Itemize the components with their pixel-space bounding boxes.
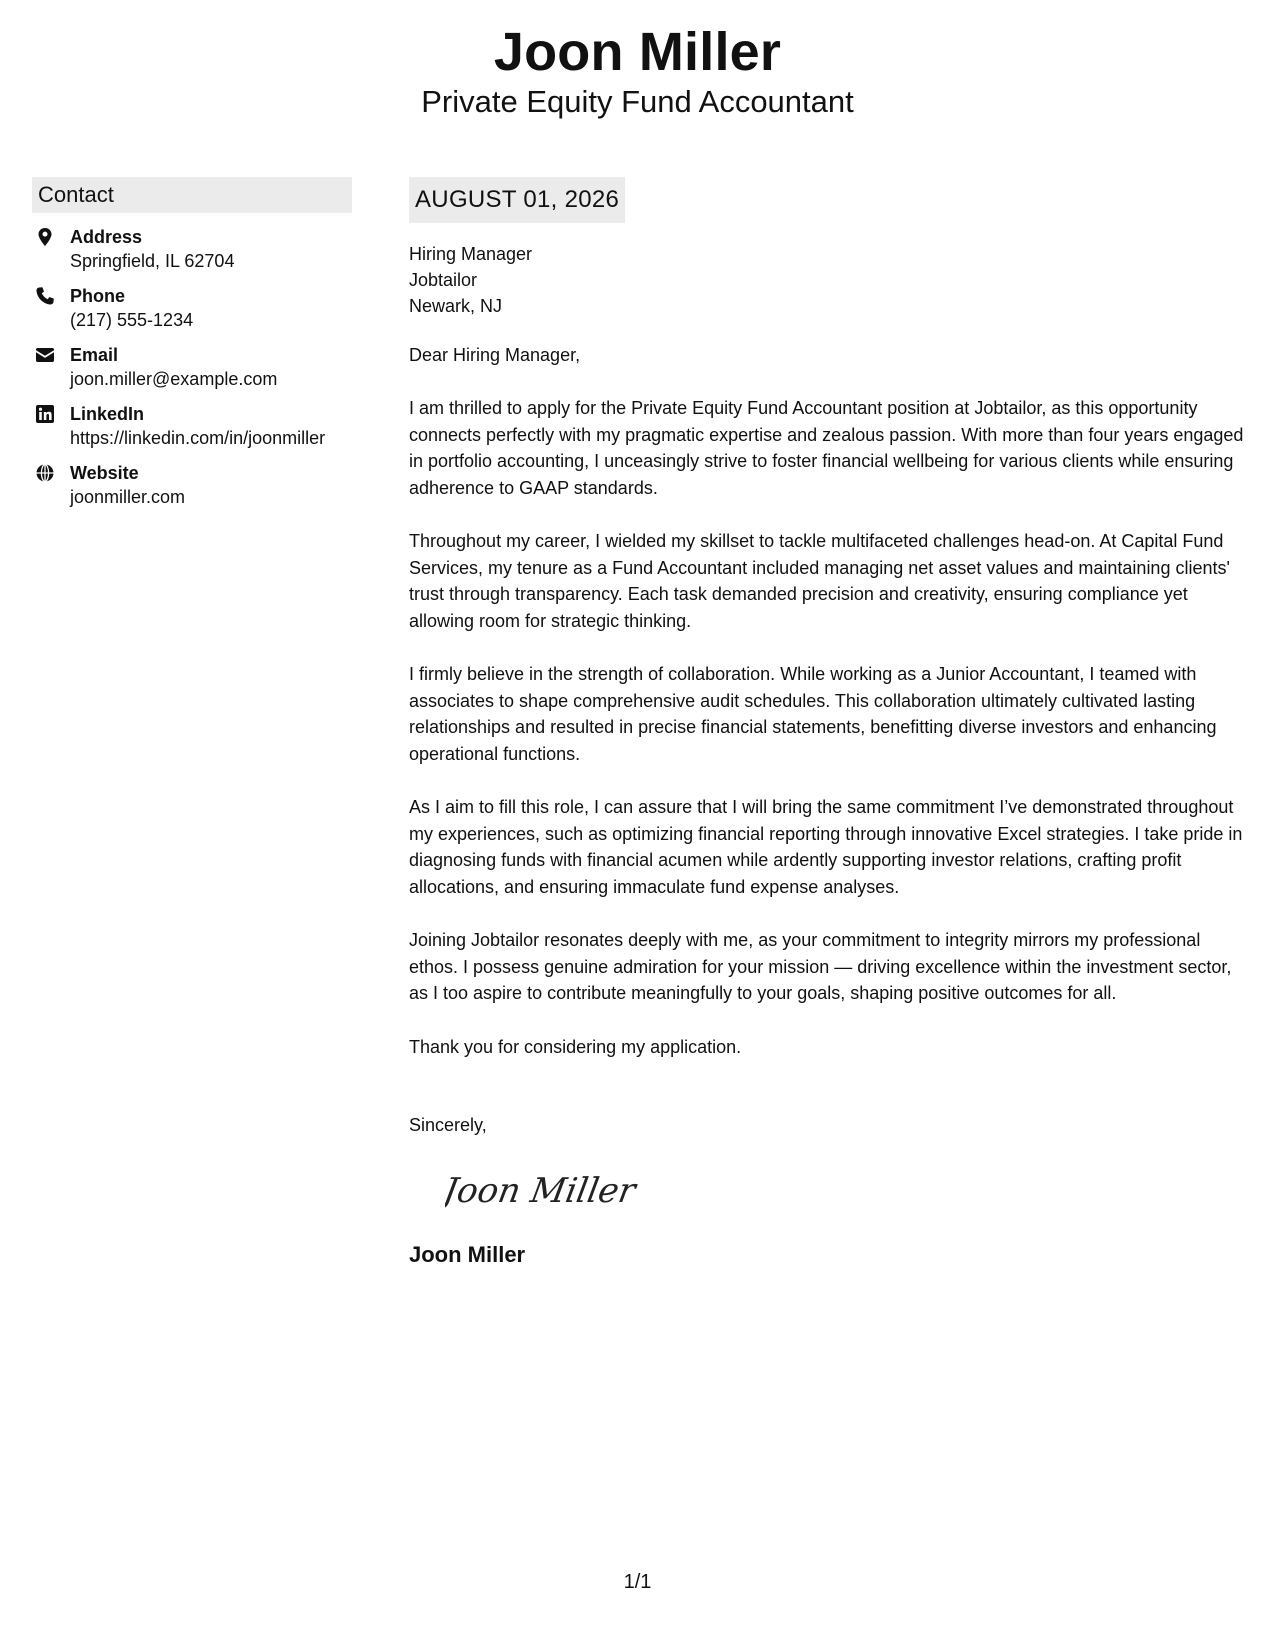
phone-icon [35,286,55,306]
contact-item-phone [32,284,352,333]
letter-header [0,22,1275,122]
recipient-line: Jobtailor [409,270,478,290]
contact-label: Phone [70,286,126,306]
handwritten-signature [445,1162,645,1218]
applicant-title: Private Equity Fund Accountant [421,84,854,119]
contact-label: LinkedIn [70,404,145,424]
closing: Sincerely, [409,1115,487,1135]
body-paragraph: Thank you for considering my application. [409,1036,742,1057]
contact-label: Email [70,345,119,365]
contact-label: Website [70,463,139,483]
recipient-line: Hiring Manager [409,244,533,264]
contact-sidebar [32,177,352,510]
letter-body [409,177,1254,1269]
linkedin-icon [35,404,55,424]
body-paragraph: Joining Jobtailor resonates deeply with me, as your commitment to integrity mirrors my professional ethos. I possess genuine admiration for your mission — driving excellence within the investment sector, as I too aspire to contribute meaningfully to your goals, shaping positive outcomes for all. [409,930,1232,1003]
page-number: 1/1 [623,1571,652,1593]
contact-item-website [32,461,352,510]
envelope-icon [35,345,55,365]
signer-name: Joon Miller [409,1242,526,1267]
map-pin-icon [35,227,55,247]
applicant-name: Joon Miller [493,22,782,82]
contact-value: joonmiller.com [70,487,186,507]
contact-heading: Contact [32,177,352,213]
contact-value: (217) 555-1234 [70,310,194,330]
contact-value: https://linkedin.com/in/joonmiller [70,428,326,448]
globe-icon [35,463,55,483]
body-paragraph: Throughout my career, I wielded my skillset to tackle multifaceted challenges head-on. At Capital Fund Services, my tenure as a Fund Accountant included managing net asset values and maintaining clients' trust through transparency. Each task demanded precision and creativity, ensuring compliance yet allowing room for strategic thinking. [409,531,1230,631]
contact-item-address [32,225,352,274]
body-paragraph: I firmly believe in the strength of collaboration. While working as a Junior Accountant, I teamed with associates to shape comprehensive audit schedules. This collaboration ultimately cultivated lasting relationships and resulted in precise financial statements, benefitting diverse investors and enhancing operational functions. [409,664,1217,764]
recipient-line: Newark, NJ [409,296,503,316]
signature-text: Joon Miller [445,1171,639,1211]
contact-item-email [32,343,352,392]
body-paragraph: I am thrilled to apply for the Private Equity Fund Accountant position at Jobtailor, as this opportunity connects perfectly with my pragmatic expertise and zealous passion. With more than four years engaged in portfolio accounting, I unceasingly strive to foster financial wellbeing for various clients while ensuring adherence to GAAP standards. [409,398,1244,498]
letter-date: AUGUST 01, 2026 [409,177,625,223]
body-paragraph: As I aim to fill this role, I can assure that I will bring the same commitment I’ve demonstrated throughout my experiences, such as optimizing financial reporting through innovative Excel strategies. I take pride in diagnosing funds with financial acumen while ardently supporting investor relations, crafting profit allocations, and ensuring immaculate fund expense analyses. [409,797,1243,897]
salutation: Dear Hiring Manager, [409,345,581,365]
contact-value: Springfield, IL 62704 [70,251,235,271]
contact-label: Address [70,227,143,247]
recipient-block [409,241,1254,319]
contact-item-linkedin [32,402,352,451]
contact-value: joon.miller@example.com [70,369,278,389]
